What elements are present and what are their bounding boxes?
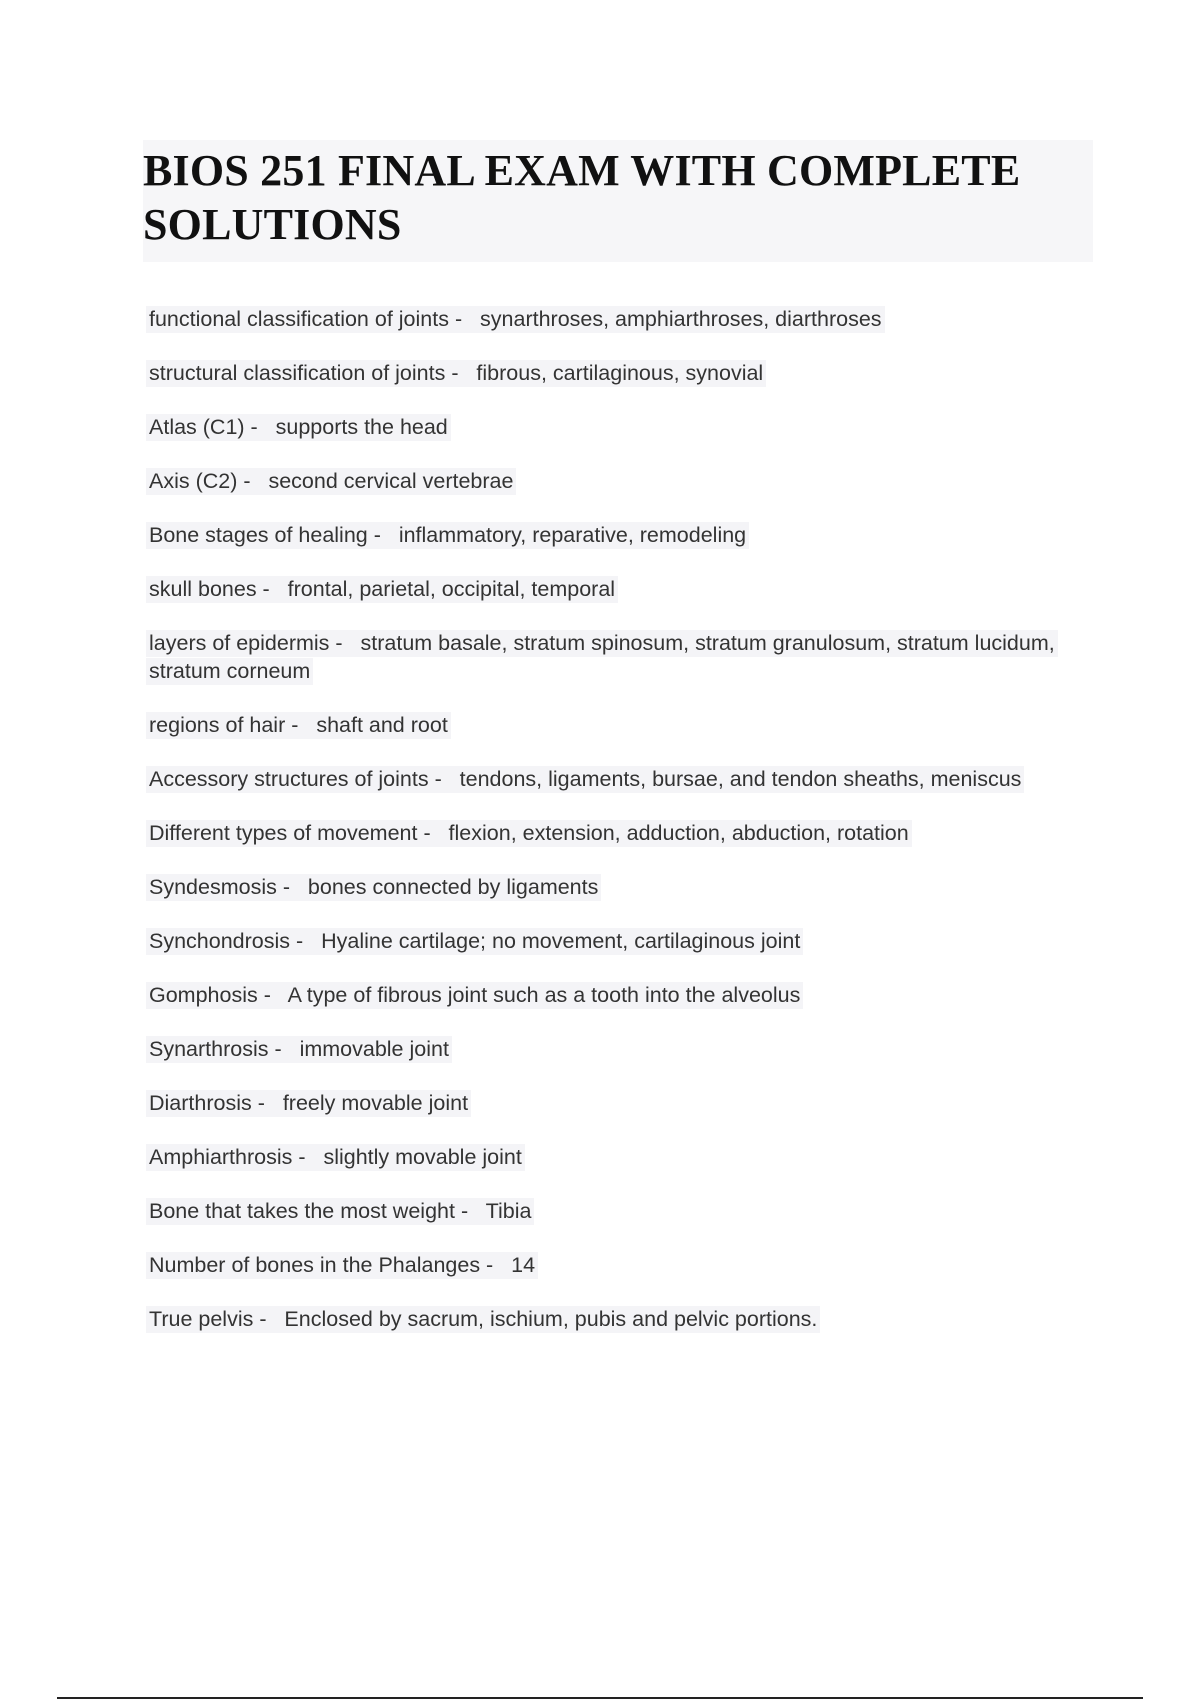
qa-separator: -: [285, 713, 317, 737]
qa-text: [146, 414, 451, 441]
qa-text: [146, 1090, 471, 1117]
qa-term: Axis (C2): [149, 469, 238, 493]
qa-separator: -: [251, 1091, 283, 1115]
qa-text: [146, 874, 601, 901]
qa-term: Different types of movement: [149, 821, 418, 845]
qa-term: functional classification of joints: [149, 307, 449, 331]
qa-text: [146, 1198, 534, 1225]
qa-item: [146, 1305, 1066, 1333]
qa-separator: -: [417, 821, 449, 845]
qa-separator: -: [448, 307, 481, 331]
qa-text: [146, 468, 516, 495]
qa-item: [146, 981, 1066, 1009]
qa-item: [146, 765, 1066, 793]
qa-term: Synarthrosis: [149, 1037, 269, 1061]
qa-answer: Hyaline cartilage; no movement, cartilaginous joint: [321, 929, 801, 953]
qa-answer: frontal, parietal, occipital, temporal: [287, 577, 616, 601]
qa-item: [146, 629, 1066, 685]
qa-answer: 14: [511, 1253, 536, 1277]
qa-list: [146, 305, 1066, 1359]
qa-text: [146, 1144, 525, 1171]
qa-text: [146, 982, 803, 1009]
qa-answer: supports the head: [275, 415, 448, 439]
qa-separator: -: [268, 1037, 300, 1061]
footer-divider: [57, 1697, 1143, 1699]
qa-separator: -: [253, 1307, 285, 1331]
qa-answer: freely movable joint: [282, 1091, 469, 1115]
qa-item: [146, 467, 1066, 495]
qa-term: layers of epidermis: [149, 631, 330, 655]
qa-separator: -: [257, 983, 288, 1007]
qa-item: [146, 575, 1066, 603]
qa-term: skull bones: [149, 577, 257, 601]
qa-item: [146, 359, 1066, 387]
qa-text: [146, 712, 451, 739]
qa-separator: -: [256, 577, 288, 601]
qa-separator: -: [244, 415, 276, 439]
qa-text: [146, 630, 1058, 685]
qa-term: Atlas (C1): [149, 415, 245, 439]
qa-item: [146, 711, 1066, 739]
qa-term: Amphiarthrosis: [149, 1145, 293, 1169]
qa-text: [146, 1036, 452, 1063]
qa-answer: bones connected by ligaments: [307, 875, 599, 899]
qa-text: [146, 522, 749, 549]
qa-term: Synchondrosis: [149, 929, 291, 953]
qa-answer: Tibia: [485, 1199, 532, 1223]
qa-item: [146, 1197, 1066, 1225]
qa-term: Diarthrosis: [149, 1091, 252, 1115]
qa-separator: -: [292, 1145, 324, 1169]
qa-separator: -: [237, 469, 269, 493]
qa-answer: second cervical vertebrae: [268, 469, 514, 493]
qa-term: Accessory structures of joints: [149, 767, 429, 791]
qa-term: structural classification of joints: [149, 361, 446, 385]
qa-text: [146, 766, 1024, 793]
qa-term: regions of hair: [149, 713, 286, 737]
qa-term: Number of bones in the Phalanges: [149, 1253, 481, 1277]
qa-term: Bone stages of healing: [149, 523, 368, 547]
qa-item: [146, 1035, 1066, 1063]
qa-separator: -: [428, 767, 460, 791]
qa-separator: -: [329, 631, 361, 655]
qa-answer: inflammatory, reparative, remodeling: [398, 523, 747, 547]
qa-separator: -: [454, 1199, 486, 1223]
qa-separator: -: [445, 361, 477, 385]
qa-item: [146, 521, 1066, 549]
qa-answer: stratum basale, stratum spinosum, stratum granulosum, stratum lucidum, stratum corneum: [149, 631, 1055, 683]
qa-text: [146, 928, 803, 955]
qa-separator: -: [276, 875, 308, 899]
qa-item: [146, 1089, 1066, 1117]
qa-answer: fibrous, cartilaginous, synovial: [476, 361, 764, 385]
qa-item: [146, 1143, 1066, 1171]
qa-separator: -: [480, 1253, 512, 1277]
qa-item: [146, 927, 1066, 955]
qa-answer: tendons, ligaments, bursae, and tendon sheaths, meniscus: [459, 767, 1022, 791]
qa-answer: shaft and root: [316, 713, 448, 737]
qa-answer: flexion, extension, adduction, abduction, rotation: [448, 821, 909, 845]
qa-answer: Enclosed by sacrum, ischium, pubis and pelvic portions.: [284, 1307, 818, 1331]
qa-separator: -: [367, 523, 399, 547]
qa-item: [146, 873, 1066, 901]
qa-item: [146, 305, 1066, 333]
qa-term: Gomphosis: [149, 983, 258, 1007]
qa-text: [146, 306, 885, 333]
qa-text: [146, 1252, 538, 1279]
qa-text: [146, 360, 766, 387]
qa-term: Bone that takes the most weight: [149, 1199, 455, 1223]
qa-answer: synarthroses, amphiarthroses, diarthroses: [480, 307, 882, 331]
qa-term: Syndesmosis: [149, 875, 277, 899]
qa-text: [146, 1306, 820, 1333]
qa-item: [146, 1251, 1066, 1279]
qa-text: [146, 576, 618, 603]
qa-answer: A type of fibrous joint such as a tooth into the alveolus: [287, 983, 801, 1007]
title-block: [143, 140, 1093, 262]
page-title: BIOS 251 FINAL EXAM WITH COMPLETE SOLUTIONS: [143, 146, 1021, 249]
qa-text: [146, 820, 912, 847]
qa-answer: slightly movable joint: [323, 1145, 522, 1169]
qa-item: [146, 413, 1066, 441]
qa-term: True pelvis: [149, 1307, 254, 1331]
qa-item: [146, 819, 1066, 847]
qa-answer: immovable joint: [299, 1037, 449, 1061]
qa-separator: -: [290, 929, 322, 953]
